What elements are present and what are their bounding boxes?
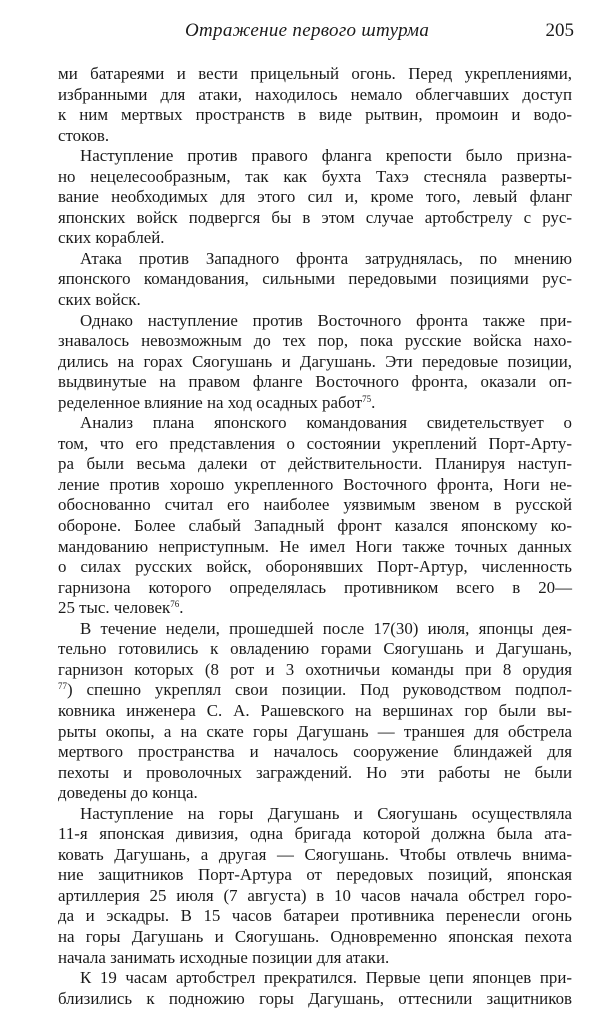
text-line <box>58 557 572 578</box>
text-line <box>58 886 572 907</box>
text-line-content: обороне. Более слабый Западный фронт казался японскому ко- <box>58 516 572 536</box>
text-line-content: ределенное влияние на ход осадных работ <box>58 392 363 412</box>
text-line <box>58 804 572 825</box>
text-line <box>58 454 572 475</box>
text-line <box>58 167 572 188</box>
text-line <box>58 413 572 434</box>
text-line <box>58 85 572 106</box>
text-line-content: дились на горах Сяогушань и Дагушань. Эти передовые позиции, <box>58 351 572 371</box>
text-line <box>58 495 572 516</box>
text-line-tail: . <box>371 392 376 412</box>
text-line <box>58 989 572 1009</box>
text-line <box>58 269 572 290</box>
text-line <box>58 352 572 373</box>
text-line-content: том, что его представления о состоянии укреплений Порт-Арту- <box>58 433 572 453</box>
text-line-content: ление против хорошо укрепленного Восточного фронта, Ноги не- <box>58 474 572 494</box>
text-line <box>58 208 572 229</box>
text-line-content: тельно готовились к овладению горами Сяогушань и Дагушань, <box>58 639 572 659</box>
text-line-content: доведены до конца. <box>58 783 198 803</box>
text-line <box>58 845 572 866</box>
text-line <box>58 537 572 558</box>
running-title: Отражение первого штурма <box>185 20 430 41</box>
text-line <box>58 249 572 270</box>
text-line-content: мандованию неприступным. Не имел Ноги также точных данных <box>58 536 572 556</box>
text-line-content: ских кораблей. <box>58 228 165 248</box>
text-line-content: о силах русских войск, оборонявших Порт-Артур, численность <box>58 557 572 577</box>
text-line-content: мертвого пространства и началось сооружение блиндажей для <box>58 742 572 762</box>
text-line-content: японского командования, сильными передовыми позициями рус- <box>58 269 572 289</box>
text-line-content: Наступление на горы Дагушань и Сяогушань осуществляла <box>80 803 572 823</box>
text-line <box>58 824 572 845</box>
text-line <box>58 660 572 681</box>
text-line <box>58 372 572 393</box>
text-line-content: рыты окопы, а на скате горы Дагушань — траншея для обстрела <box>58 721 572 741</box>
text-line <box>58 639 572 660</box>
text-line <box>58 228 572 249</box>
text-line <box>58 516 572 537</box>
text-line <box>58 105 572 126</box>
text-line-content: 11-я японская дивизия, одна бригада которой должна была ата- <box>58 824 572 844</box>
text-line-content: близились к подножию горы Дагушань, оттеснили защитников <box>58 988 572 1008</box>
text-line-content: К 19 часам артобстрел прекратился. Первые цепи японцев при- <box>80 968 572 988</box>
text-line <box>58 763 572 784</box>
footnote-marker: 76 <box>170 599 180 610</box>
text-line-content: начала занимать исходные позиции для атаки. <box>58 947 390 967</box>
text-line <box>58 968 572 989</box>
text-line <box>58 783 572 804</box>
footnote-marker: 77 <box>58 681 67 692</box>
text-line <box>58 680 572 701</box>
text-line-content: ние защитников Порт-Артура от передовых позиций, японская <box>58 865 572 885</box>
text-line-content: но нецелесообразным, так как бухта Тахэ стесняла разверты- <box>58 166 572 186</box>
page-number: 205 <box>545 20 574 41</box>
text-line-content: ковника инженера С. А. Рашевского на вершинах гор были вы- <box>58 700 572 720</box>
text-line-content: к ним мертвых пространств в виде рытвин, промоин и водо- <box>58 105 572 125</box>
text-line-content: выдвинутые на правом фланге Восточного фронта, оказали оп- <box>58 372 572 392</box>
text-line <box>58 948 572 969</box>
text-line-content: артиллерия 25 июля (7 августа) в 10 часов начала обстрел горо- <box>58 885 572 905</box>
text-line <box>58 290 572 311</box>
text-line-content: ми батареями и вести прицельный огонь. Перед укреплениями, <box>58 64 572 83</box>
text-line <box>58 701 572 722</box>
text-line <box>58 722 572 743</box>
text-line-content: стоков. <box>58 125 110 145</box>
text-line <box>58 906 572 927</box>
text-line-content: вание необходимых для этого сил и, кроме того, левый фланг <box>58 187 572 207</box>
text-line-tail: . <box>179 598 184 618</box>
text-line-content: 25 тыс. человек <box>58 598 171 618</box>
text-line-content: гарнизона которого определялась противником всего в 20— <box>58 577 572 597</box>
text-line-content: ских войск. <box>58 290 141 310</box>
text-line-content: Однако наступление против Восточного фронта также при- <box>80 310 572 330</box>
text-line-content: ковать Дагушань, а другая — Сяогушань. Чтобы отвлечь внима- <box>58 844 572 864</box>
text-line-tail: ) спешно укреплял свои позиции. Под руководством подпол- <box>67 680 572 700</box>
text-line <box>58 311 572 332</box>
page-header <box>60 20 580 44</box>
text-line-content: Атака против Западного фронта затруднялась, по мнению <box>80 248 572 268</box>
text-line-content: на горы Дагушань и Сяогушань. Одновременно японская пехота <box>58 926 572 946</box>
text-line-content: В течение недели, прошедшей после 17(30) июля, японцы дея- <box>80 618 572 638</box>
text-line <box>58 434 572 455</box>
text-line-content: ра были весьма далеки от действительности. Планируя наступ- <box>58 454 572 474</box>
body-text <box>58 64 572 1009</box>
text-line <box>58 126 572 147</box>
text-line-content: гарнизон которых (8 рот и 3 охотничьи команды при 8 орудия <box>58 659 572 679</box>
text-line <box>58 742 572 763</box>
text-line-content: пехоты и проволочных заграждений. Но эти работы не были <box>58 762 572 782</box>
text-line-content: японских войск подвергся бы в этом случае артобстрелу с рус- <box>58 207 572 227</box>
text-line <box>58 865 572 886</box>
text-line <box>58 475 572 496</box>
text-line <box>58 64 572 85</box>
text-line-content: Наступление против правого фланга крепости было призна- <box>80 146 572 166</box>
text-line-content: Анализ плана японского командования свидетельствует о <box>80 413 572 433</box>
text-line-content: обоснованно считал его наиболее уязвимым звеном в русской <box>58 495 572 515</box>
text-line <box>58 331 572 352</box>
text-line <box>58 927 572 948</box>
text-line <box>58 187 572 208</box>
text-line <box>58 598 572 619</box>
footnote-marker: 75 <box>362 393 372 404</box>
text-line <box>58 578 572 599</box>
text-line-content: знавалось невозможным до тех пор, пока русские войска нахо- <box>58 331 572 351</box>
text-line <box>58 146 572 167</box>
text-line-content: да и эскадры. В 15 часов батареи противника перенесли огонь <box>58 906 572 926</box>
text-line <box>58 393 572 414</box>
text-line-content: избранными для атаки, находилось немало облегчавших доступ <box>58 84 572 104</box>
text-line <box>58 619 572 640</box>
